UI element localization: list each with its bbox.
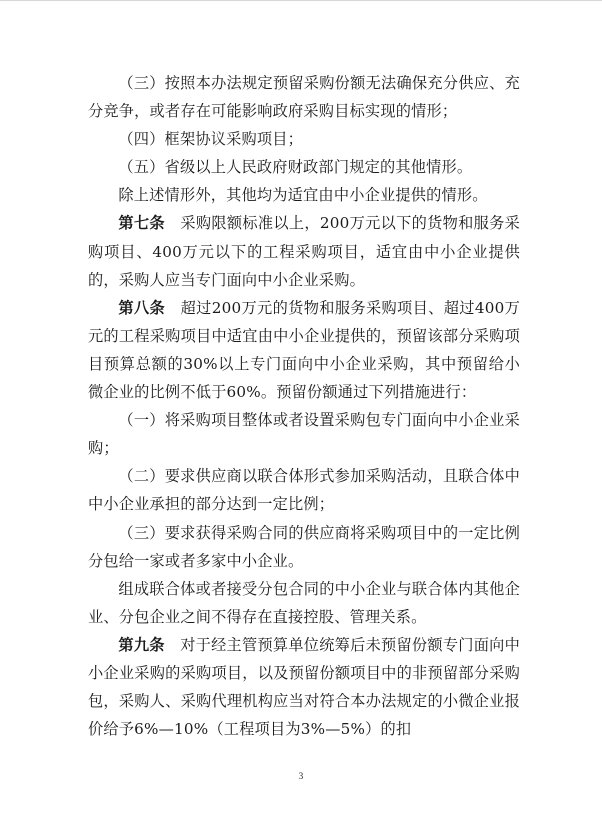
paragraph-measure-2 xyxy=(88,462,520,518)
page-number: 3 xyxy=(298,771,304,781)
paragraph-text: （一）将采购项目整体或者设置采购包专门面向中小企业采购； xyxy=(88,411,520,458)
paragraph-article-9 xyxy=(88,631,520,743)
paragraph-measure-3 xyxy=(88,519,520,575)
paragraph-article-7 xyxy=(88,209,520,293)
article-heading: 第九条 xyxy=(118,635,165,654)
paragraph-text: 组成联合体或者接受分包合同的中小企业与联合体内其他企业、分包企业之间不得存在直接控股、管理关系。 xyxy=(88,579,520,626)
paragraph-text: （四）框架协议采购项目； xyxy=(118,130,304,149)
paragraph-text: （三）要求获得采购合同的供应商将采购项目中的一定比例分包给一家或者多家中小企业。 xyxy=(88,523,520,570)
article-heading: 第七条 xyxy=(118,214,165,233)
paragraph-text: 对于经主管预算单位统筹后未预留份额专门面向中小企业采购的采购项目，以及预留份额项目中的非预留部分采购包，采购人、采购代理机构应当对符合本办法规定的小微企业报价给予6%—10%（工程项目为3%—5%）的扣 xyxy=(88,635,520,739)
paragraph-text: 采购限额标准以上，200万元以下的货物和服务采购项目、400万元以下的工程采购项目，适宜由中小企业提供的，采购人应当专门面向中小企业采购。 xyxy=(88,214,520,289)
paragraph-clause-5 xyxy=(88,153,520,181)
paragraph-clause-3 xyxy=(88,69,520,125)
paragraph-measure-1 xyxy=(88,406,520,462)
article-heading: 第八条 xyxy=(118,298,166,317)
paragraph-text: 除上述情形外，其他均为适宜由中小企业提供的情形。 xyxy=(118,186,488,205)
paragraph-clause-4 xyxy=(88,125,520,153)
paragraph-other-cases xyxy=(88,181,520,209)
paragraph-text: （二）要求供应商以联合体形式参加采购活动，且联合体中中小企业承担的部分达到一定比例； xyxy=(88,467,520,514)
paragraph-article-8 xyxy=(88,294,520,406)
paragraph-text: 超过200万元的货物和服务采购项目、超过400万元的工程采购项目中适宜由中小企业提供的，预留该部分采购项目预算总额的30%以上专门面向中小企业采购，其中预留给小微企业的比例不低于60%。预留份额通过下列措施进行： xyxy=(88,298,520,402)
paragraph-text: （三）按照本办法规定预留采购份额无法确保充分供应、充分竞争，或者存在可能影响政府采购目标实现的情形； xyxy=(88,74,520,121)
document-body xyxy=(88,69,520,743)
paragraph-consortium xyxy=(88,575,520,631)
paragraph-text: （五）省级以上人民政府财政部门规定的其他情形。 xyxy=(118,158,473,177)
